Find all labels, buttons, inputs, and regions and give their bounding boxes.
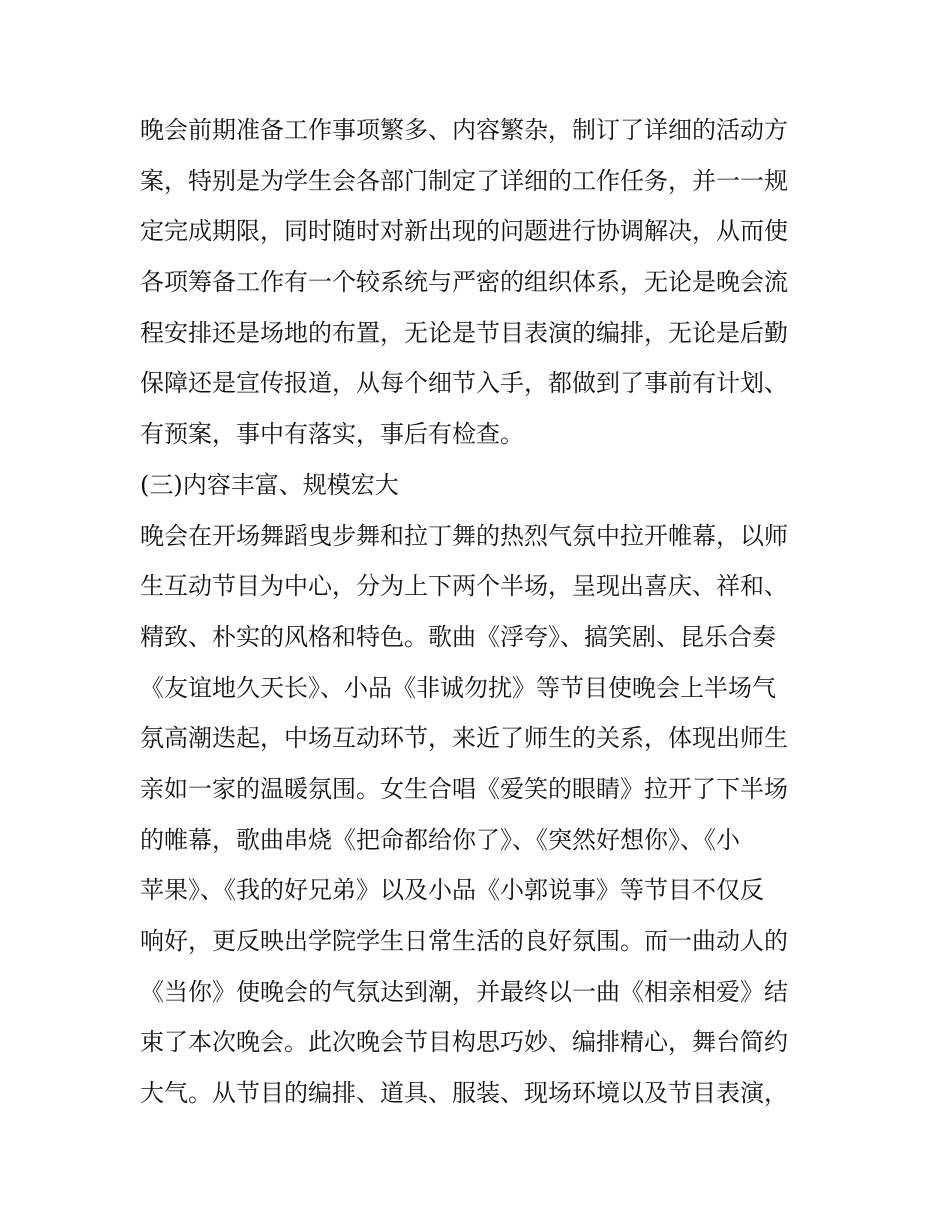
text-line: 束了本次晚会。此次晚会节目构思巧妙、编排精心，舞台简约: [140, 1028, 788, 1057]
section-heading: (三)内容丰富、规模宏大: [140, 470, 399, 499]
text-line: 苹果》、《我的好兄弟》以及小品《小郭说事》等节目不仅反: [140, 876, 764, 905]
text-line: 晚会前期准备工作事项繁多、内容繁杂，制订了详细的活动方: [140, 116, 788, 144]
text-line: 亲如一家的温暖氛围。女生合唱《爱笑的眼睛》拉开了下半场: [140, 774, 788, 803]
text-line: 大气。从节目的编排、道具、服装、现场环境以及节目表演，: [140, 1079, 788, 1108]
text-line: 氛高潮迭起，中场互动环节，来近了师生的关系，体现出师生: [140, 724, 788, 753]
text-line: 生互动节目为中心，分为上下两个半场，呈现出喜庆、祥和、: [140, 572, 788, 601]
text-line: 有预案，事中有落实，事后有检查。: [140, 420, 524, 449]
text-line: 程安排还是场地的布置，无论是节目表演的编排，无论是后勤: [140, 318, 788, 347]
body-text: [140, 105, 820, 1119]
text-line: 的帷幕，歌曲串烧《把命都给你了》、《突然好想你》、《小: [140, 825, 740, 854]
text-line: 《友谊地久天长》、小品《非诚勿扰》等节目使晚会上半场气: [140, 673, 776, 702]
text-line: 精致、朴实的风格和特色。歌曲《浮夸》、搞笑剧、昆乐合奏: [140, 622, 776, 651]
text-line: 定完成期限，同时随时对新出现的问题进行协调解决，从而使: [140, 217, 788, 246]
text-line: 《当你》使晚会的气氛达到潮，并最终以一曲《相亲相爱》结: [140, 977, 788, 1006]
text-line: 响好，更反映出学院学生日常生活的良好氛围。而一曲动人的: [140, 927, 788, 955]
text-line: 案，特别是为学生会各部门制定了详细的工作任务，并一一规: [140, 166, 788, 195]
text-line: 晚会在开场舞蹈曳步舞和拉丁舞的热烈气氛中拉开帷幕，以师: [140, 521, 788, 550]
text-line: 保障还是宣传报道，从每个细节入手，都做到了事前有计划、: [140, 369, 788, 398]
text-line: 各项筹备工作有一个较系统与严密的组织体系，无论是晚会流: [140, 268, 788, 297]
